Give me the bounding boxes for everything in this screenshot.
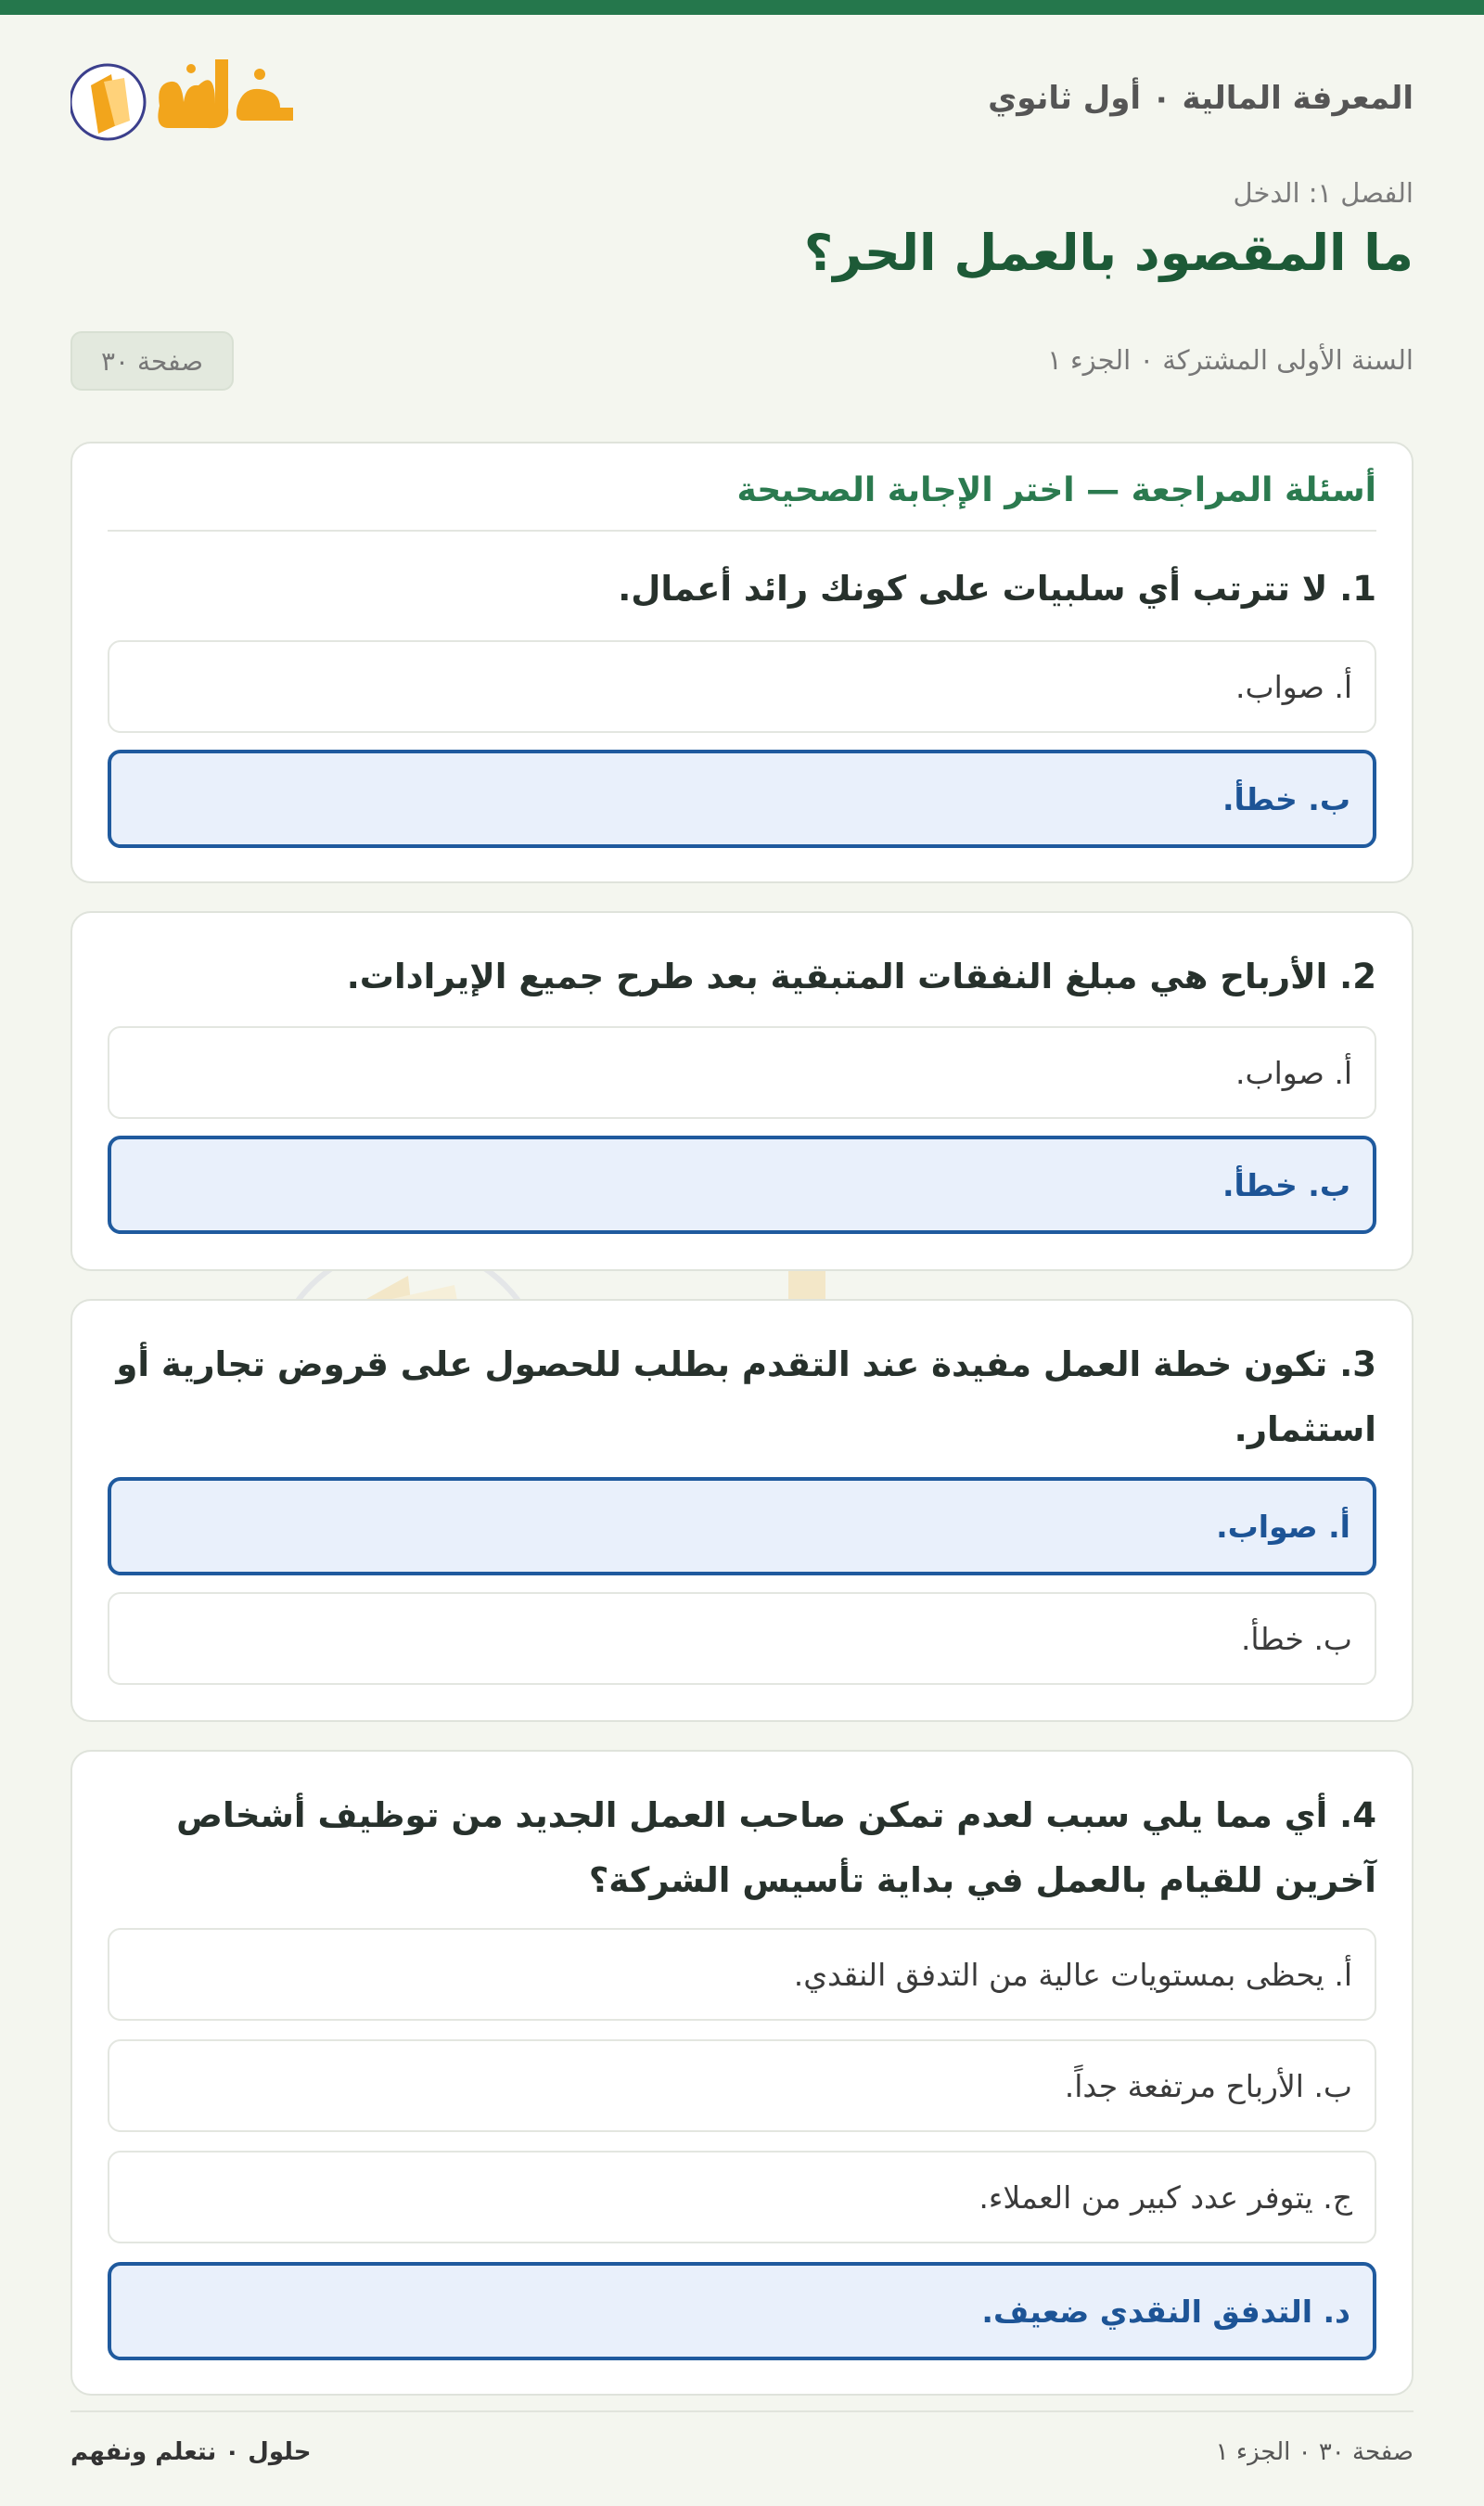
page-title: ما المقصود بالعمل الحر؟ [803,224,1414,282]
answer-option[interactable]: أ. صواب. [108,1026,1376,1119]
answer-option-correct[interactable]: ب. خطأ. [108,1136,1376,1234]
top-accent-bar [0,0,1484,15]
chapter-label: الفصل ١: الدخل [1233,177,1414,209]
question-card-2 [70,911,1414,1271]
question-card-4 [70,1750,1414,2396]
subject-label: المعرفة المالية ٠ أول ثانوي [988,80,1414,117]
page-header [70,15,1414,177]
answer-option[interactable]: ب. خطأ. [108,1592,1376,1685]
footer-divider [70,2410,1414,2412]
question-card-1 [70,442,1414,883]
answer-option[interactable]: أ. يحظى بمستويات عالية من التدفق النقدي. [108,1928,1376,2021]
answer-option-correct[interactable]: ب. خطأ. [108,750,1376,848]
answer-option[interactable]: أ. صواب. [108,640,1376,733]
page-number-badge: صفحة ٣٠ [70,331,234,391]
question-text: 2. الأرباح هي مبلغ النفقات المتبقية بعد طرح جميع الإيرادات. [346,957,1376,996]
question-text: 4. أي مما يلي سبب لعدم تمكن صاحب العمل الجديد من توظيف أشخاص آخرين للقيام بالعمل في بداية تأسيس الشركة؟ [176,1795,1376,1900]
hulul-logo[interactable] [70,50,313,152]
answer-option-correct[interactable]: أ. صواب. [108,1477,1376,1575]
question-text: 3. تكون خطة العمل مفيدة عند التقدم بطلب للحصول على قروض تجارية أو استثمار. [116,1344,1376,1449]
answer-option[interactable]: ج. يتوفر عدد كبير من العملاء. [108,2151,1376,2243]
footer-page-info: صفحة ٣٠ ٠ الجزء ١ [1215,2438,1414,2466]
section-heading: أسئلة المراجعة — اختر الإجابة الصحيحة [108,471,1376,532]
answer-option[interactable]: ب. الأرباح مرتفعة جداً. [108,2039,1376,2132]
footer-brand: حلول ٠ نتعلم ونفهم [70,2438,312,2466]
question-text: 1. لا تترتب أي سلبيات على كونك رائد أعمال. [618,569,1376,609]
series-label: السنة الأولى المشتركة ٠ الجزء ١ [1047,344,1414,376]
answer-option-correct[interactable]: د. التدفق النقدي ضعيف. [108,2262,1376,2360]
question-card-3 [70,1299,1414,1722]
